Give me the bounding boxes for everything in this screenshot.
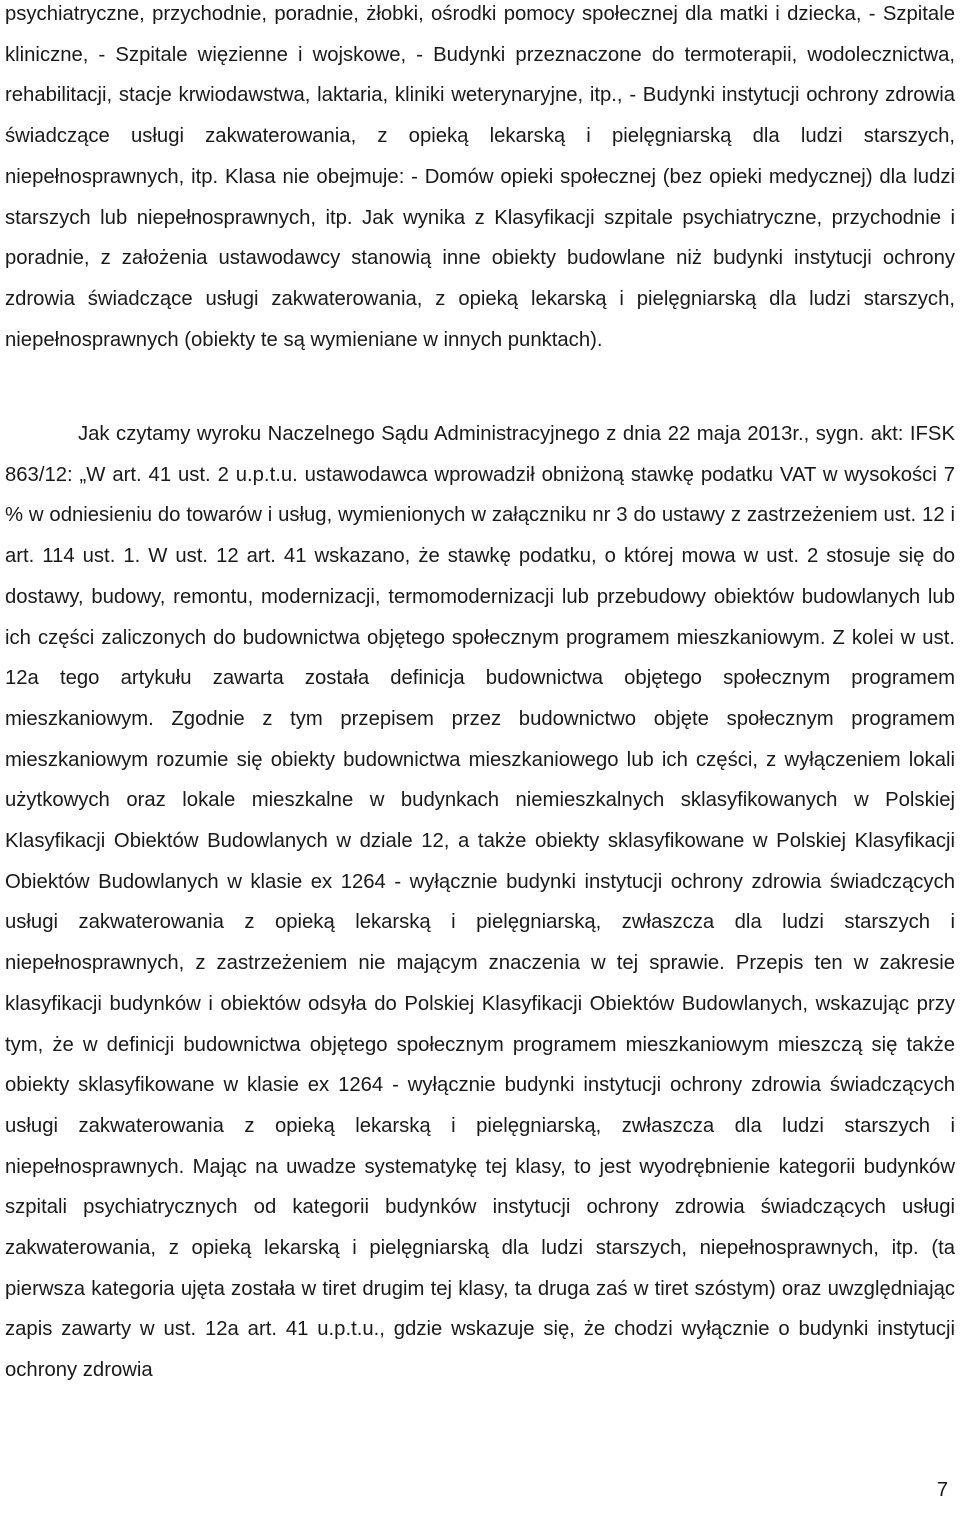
page-number: 7 (936, 1479, 948, 1501)
body-paragraph: psychiatryczne, przychodnie, poradnie, żłobki, ośrodki pomocy społecznej dla matki i dziecka, - Szpitale kliniczne, - Szpitale więzienne i wojskowe, - Budynki przeznaczone do termoterapii, wodolecznictwa, rehabilitacji, stacje krwiodawstwa, laktaria, kliniki weterynaryjne, itp., - Budynki instytucji ochrony zdrowia świadczące usługi zakwaterowania, z opieką lekarską i pielęgniarską dla ludzi starszych, niepełnosprawnych, itp. Klasa nie obejmuje: - Domów opieki społecznej (bez opieki medycznej) dla ludzi starszych lub niepełnosprawnych, itp. Jak wynika z Klasyfikacji szpitale psychiatryczne, przychodnie i poradnie, z założenia ustawodawcy stanowią inne obiekty budowlane niż budynki instytucji ochrony zdrowia świadczące usługi zakwaterowania, z opieką lekarską i pielęgniarską dla ludzi starszych, niepełnosprawnych (obiekty te są wymieniane w innych punktach). (5, 3, 955, 351)
body-paragraph-quote: Jak czytamy wyroku Naczelnego Sądu Administracyjnego z dnia 22 maja 2013r., sygn. akt: IFSK 863/12: „W art. 41 ust. 2 u.p.t.u. ustawodawca wprowadził obniżoną stawkę podatku VAT w wysokości 7 % w odniesieniu do towarów i usług, wymienionych w załączniku nr 3 do ustawy z zastrzeżeniem ust. 12 i art. 114 ust. 1. W ust. 12 art. 41 wskazano, że stawkę podatku, o której mowa w ust. 2 stosuje się do dostawy, budowy, remontu, modernizacji, termomodernizacji lub przebudowy obiektów budowlanych lub ich części zaliczonych do budownictwa objętego społecznym programem mieszkaniowym. Z kolei w ust. 12a tego artykułu zawarta została definicja budownictwa objętego społecznym programem mieszkaniowym. Zgodnie z tym przepisem przez budownictwo objęte społecznym programem mieszkaniowym rozumie się obiekty budownictwa mieszkaniowego lub ich części, z wyłączeniem lokali użytkowych oraz lokale mieszkalne w budynkach niemieszkalnych sklasyfikowanych w Polskiej Klasyfikacji Obiektów Budowlanych w dziale 12, a także obiekty sklasyfikowane w Polskiej Klasyfikacji Obiektów Budowlanych w klasie ex 1264 - wyłącznie budynki instytucji ochrony zdrowia świadczących usługi zakwaterowania z opieką lekarską i pielęgniarską, zwłaszcza dla ludzi starszych i niepełnosprawnych, z zastrzeżeniem nie mającym znaczenia w tej sprawie. Przepis ten w zakresie klasyfikacji budynków i obiektów odsyła do Polskiej Klasyfikacji Obiektów Budowlanych, wskazując przy tym, że w definicji budownictwa objętego społecznym programem mieszkaniowym mieszczą się także obiekty sklasyfikowane w klasie ex 1264 - wyłącznie budynki instytucji ochrony zdrowia świadczących usługi zakwaterowania z opieką lekarską i pielęgniarską, zwłaszcza dla ludzi starszych i niepełnosprawnych. Mając na uwadze systematykę tej klasy, to jest wyodrębnienie kategorii budynków szpitali psychiatrycznych od kategorii budynków instytucji ochrony zdrowia świadczących usługi zakwaterowania, z opieką lekarską i pielęgniarską dla ludzi starszych, niepełnosprawnych, itp. (ta pierwsza kategoria ujęta została w tiret drugim tej klasy, ta druga zaś w tiret szóstym) oraz uwzględniając zapis zawarty w ust. 12a art. 41 u.p.t.u., gdzie wskazuje się, że chodzi wyłącznie o budynki instytucji ochrony zdrowia (5, 423, 955, 1382)
document-page (5, 0, 955, 1513)
